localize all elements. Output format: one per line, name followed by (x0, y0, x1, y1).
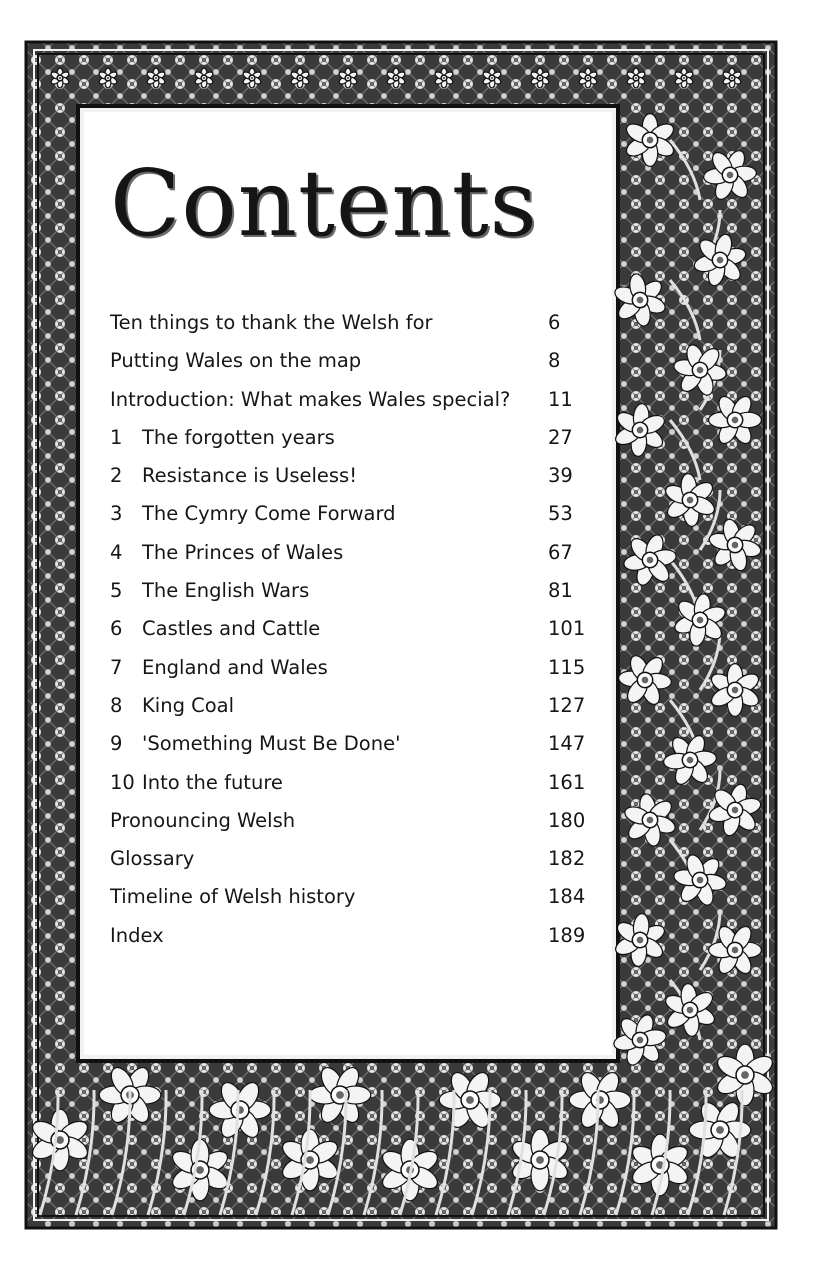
toc-entry (110, 493, 600, 531)
toc-entry-page: 6 (548, 311, 561, 334)
toc-entry-title: The Princes of Wales (142, 540, 344, 564)
toc-entry-page: 180 (548, 808, 586, 832)
toc-entry-title: Pronouncing Welsh (110, 808, 296, 832)
toc-entry-title: The Cymry Come Forward (142, 502, 396, 526)
toc-entry-page: 39 (548, 464, 573, 488)
toc-entry-title: Into the future (142, 770, 283, 794)
toc-entry-number: 1 (110, 425, 123, 449)
toc-entry-number: 9 (110, 732, 123, 756)
toc-entry-page: 81 (548, 579, 573, 603)
toc-entry-page: 67 (548, 540, 573, 564)
toc-entry-page: 182 (548, 847, 586, 871)
table-of-contents (110, 302, 600, 953)
toc-entry (110, 417, 600, 455)
toc-entry-number: 2 (110, 464, 123, 488)
toc-entry (110, 379, 600, 417)
toc-entry-page: 53 (548, 502, 573, 526)
toc-entry (110, 762, 600, 800)
toc-entry-page: 8 (548, 349, 561, 373)
toc-entry-number: 6 (110, 617, 123, 641)
toc-entry-title: Timeline of Welsh history (110, 885, 356, 909)
toc-entry-page: 101 (548, 617, 586, 641)
toc-entry-page: 11 (548, 387, 573, 411)
toc-entry-title: Index (110, 923, 164, 947)
toc-entry-title: King Coal (142, 693, 235, 717)
toc-entry (110, 838, 600, 876)
toc-entry (110, 800, 600, 838)
toc-entry-title: Glossary (110, 847, 195, 871)
toc-entry (110, 302, 600, 340)
toc-entry-number: 3 (110, 502, 123, 526)
toc-entry (110, 915, 600, 953)
toc-entry (110, 570, 600, 608)
toc-entry-page: 147 (548, 732, 586, 756)
toc-entry (110, 723, 600, 761)
toc-entry (110, 340, 600, 378)
toc-entry (110, 685, 600, 723)
toc-entry-page: 115 (548, 655, 586, 679)
toc-entry-page: 127 (548, 693, 586, 717)
toc-entry (110, 876, 600, 914)
toc-entry-number: 4 (110, 540, 123, 564)
toc-entry-title: 'Something Must Be Done' (142, 732, 401, 756)
toc-entry-number: 8 (110, 693, 123, 717)
toc-entry-title: Introduction: What makes Wales special? (110, 387, 511, 411)
toc-entry-title: Resistance is Useless! (142, 464, 358, 488)
toc-entry-title: The forgotten years (142, 425, 335, 449)
toc-entry-title: Ten things to thank the Welsh for (110, 311, 433, 334)
toc-entry-page: 27 (548, 425, 573, 449)
toc-entry-page: 161 (548, 770, 586, 794)
toc-entry-number: 10 (110, 770, 135, 794)
toc-entry-title: England and Wales (142, 655, 328, 679)
toc-entry-number: 7 (110, 655, 123, 679)
toc-entry (110, 455, 600, 493)
toc-entry-page: 184 (548, 885, 586, 909)
toc-entry-title: Putting Wales on the map (110, 349, 362, 373)
toc-entry-number: 5 (110, 579, 123, 603)
toc-entry (110, 608, 600, 646)
toc-entry (110, 532, 600, 570)
toc-entry-title: The English Wars (142, 579, 310, 603)
toc-entry-title: Castles and Cattle (142, 617, 321, 641)
toc-entry (110, 647, 600, 685)
page-title: Contents (110, 150, 538, 257)
toc-entry-page: 189 (548, 923, 586, 947)
